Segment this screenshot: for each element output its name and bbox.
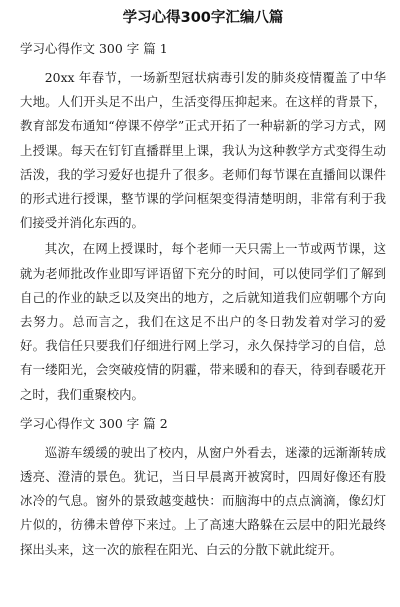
paragraph: 巡游车缓缓的驶出了校内，从窗户外看去，迷濛的远渐渐转成透亮、澄清的景色。犹记，当日早晨离开被窝时，四周好像还有股冰冷的气息。窗外的景致越变越快：而脑海中的点点滴滴，像幻灯片似的，彷彿未曾停下来过。上了高速大路躲在云层中的阳光最终探出头来，这一次的旅程在阳光、白云的分散下就此绽开。 (20, 444, 386, 557)
section-heading: 学习心得作文 300 字 篇 2 (20, 415, 168, 431)
paragraph: 20xx 年春节，一场新型冠状病毒引发的肺炎疫情覆盖了中华大地。人们开头足不出户，生活变得压抑起来。在这样的背景下，教育部发布通知“停课不停学”正式开拓了一种崭新的学习方式，网上授课。每天在钉钉直播群里上课，我认为这种教学方式变得生动活泼，我的学习爱好也提升了很多。老师们每节课在直播间以课件的形式进行授课，整节课的学问框架变得清楚明朗，非常有利于我们接受并消化东西的。 (20, 70, 386, 231)
section-1 (20, 40, 386, 407)
paragraph: 其次，在网上授课时，每个老师一天只需上一节或两节课，这就为老师批改作业即写评语留下充分的时间，可以使同学们了解到自己的作业的缺乏以及突出的地方，之后就知道我们应朝哪个方向去努力。总而言之，我们在这足不出户的冬日勃发着对学习的爱好。我信任只要我们仔细进行网上学习，永久保持学习的自信，总有一缕阳光，会突破疫情的阴霾，带来暖和的春天，待到春暖花开之时，我们重聚校内。 (20, 241, 386, 402)
section-heading: 学习心得作文 300 字 篇 1 (20, 41, 168, 56)
section-2 (20, 415, 386, 562)
document-title: 学习心得300字汇编八篇 (122, 10, 284, 26)
